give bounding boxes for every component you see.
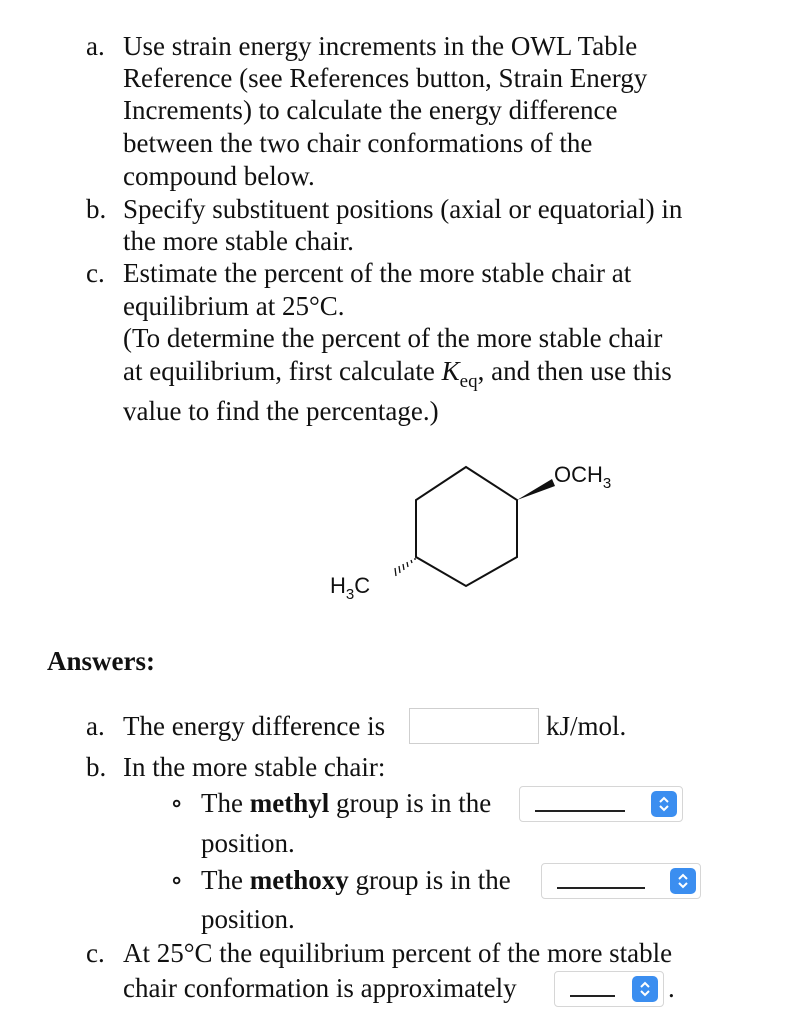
question-a-line-3: Increments) to calculate the energy difference	[123, 95, 618, 125]
question-c-line-3: (To determine the percent of the more stable chair	[123, 323, 663, 353]
methoxy-select-arrows-icon[interactable]	[670, 868, 696, 894]
methoxy-position-word: position.	[201, 904, 295, 934]
question-c-line-4	[123, 355, 672, 391]
cyclohexane-ring	[416, 467, 517, 586]
percent-select[interactable]	[554, 971, 664, 1007]
question-a-line-2: Reference (see References button, Strain Energy	[123, 63, 648, 93]
answer-b-intro: In the more stable chair:	[123, 752, 386, 782]
question-c-line-5: value to find the percentage.)	[123, 396, 439, 426]
methyl-label: $H_3C$	[330, 573, 371, 603]
question-c-line-1: Estimate the percent of the more stable chair at	[123, 258, 632, 288]
answer-a-prefix: The energy difference is	[123, 711, 386, 741]
question-a-line-5: compound below.	[123, 161, 315, 191]
methoxy-statement: The methoxy group is in the	[201, 865, 511, 895]
answer-c-line-1: At 25°C the equilibrium percent of the more stable	[123, 938, 673, 968]
percent-select-arrows-icon[interactable]	[632, 976, 658, 1002]
percent-select-blank	[570, 995, 615, 997]
question-c-line-4-post: , and then use this	[477, 356, 672, 386]
methoxy-select-blank	[557, 887, 645, 889]
methyl-position-select[interactable]	[519, 786, 683, 822]
answer-a-marker: a.	[86, 711, 105, 741]
methyl-position-word: position.	[201, 828, 295, 858]
question-a-line-1: Use strain energy increments in the OWL Table	[123, 31, 638, 61]
keq-subscript: eq	[459, 371, 478, 392]
answer-c-line-2: chair conformation is approximately	[123, 973, 517, 1003]
methoxy-position-select[interactable]	[541, 863, 701, 899]
methoxy-label: $OCH_3$	[554, 462, 612, 492]
methyl-select-blank	[535, 810, 625, 812]
methoxy-bold: methoxy	[249, 865, 349, 895]
answer-c-marker: c.	[86, 938, 105, 968]
question-c-line-4-pre: at equilibrium, first calculate	[123, 356, 442, 386]
question-a-line-4: between the two chair conformations of the	[123, 128, 593, 158]
question-a-marker: a.	[86, 31, 105, 61]
keq-symbol: K	[441, 356, 460, 386]
cyclohexane-structure	[380, 455, 580, 595]
methyl-statement: The methyl group is in the	[201, 788, 492, 818]
answer-c-period: .	[668, 973, 675, 1003]
question-c-line-2: equilibrium at 25°C.	[123, 291, 345, 321]
methoxy-wedge-bond	[517, 479, 555, 500]
question-b-line-2: the more stable chair.	[123, 226, 354, 256]
question-c-marker: c.	[86, 258, 105, 288]
answers-heading: Answers:	[47, 646, 155, 676]
bullet-methyl: ∘	[170, 788, 184, 818]
methyl-hash-bond	[395, 558, 415, 576]
question-b-line-1: Specify substituent positions (axial or equatorial) in	[123, 194, 683, 224]
answer-a-unit: kJ/mol.	[546, 711, 627, 741]
answer-b-marker: b.	[86, 752, 107, 782]
methyl-bold: methyl	[249, 788, 330, 818]
energy-difference-input[interactable]	[409, 708, 539, 744]
bullet-methoxy: ∘	[170, 865, 184, 895]
question-b-marker: b.	[86, 194, 107, 224]
methyl-select-arrows-icon[interactable]	[651, 791, 677, 817]
